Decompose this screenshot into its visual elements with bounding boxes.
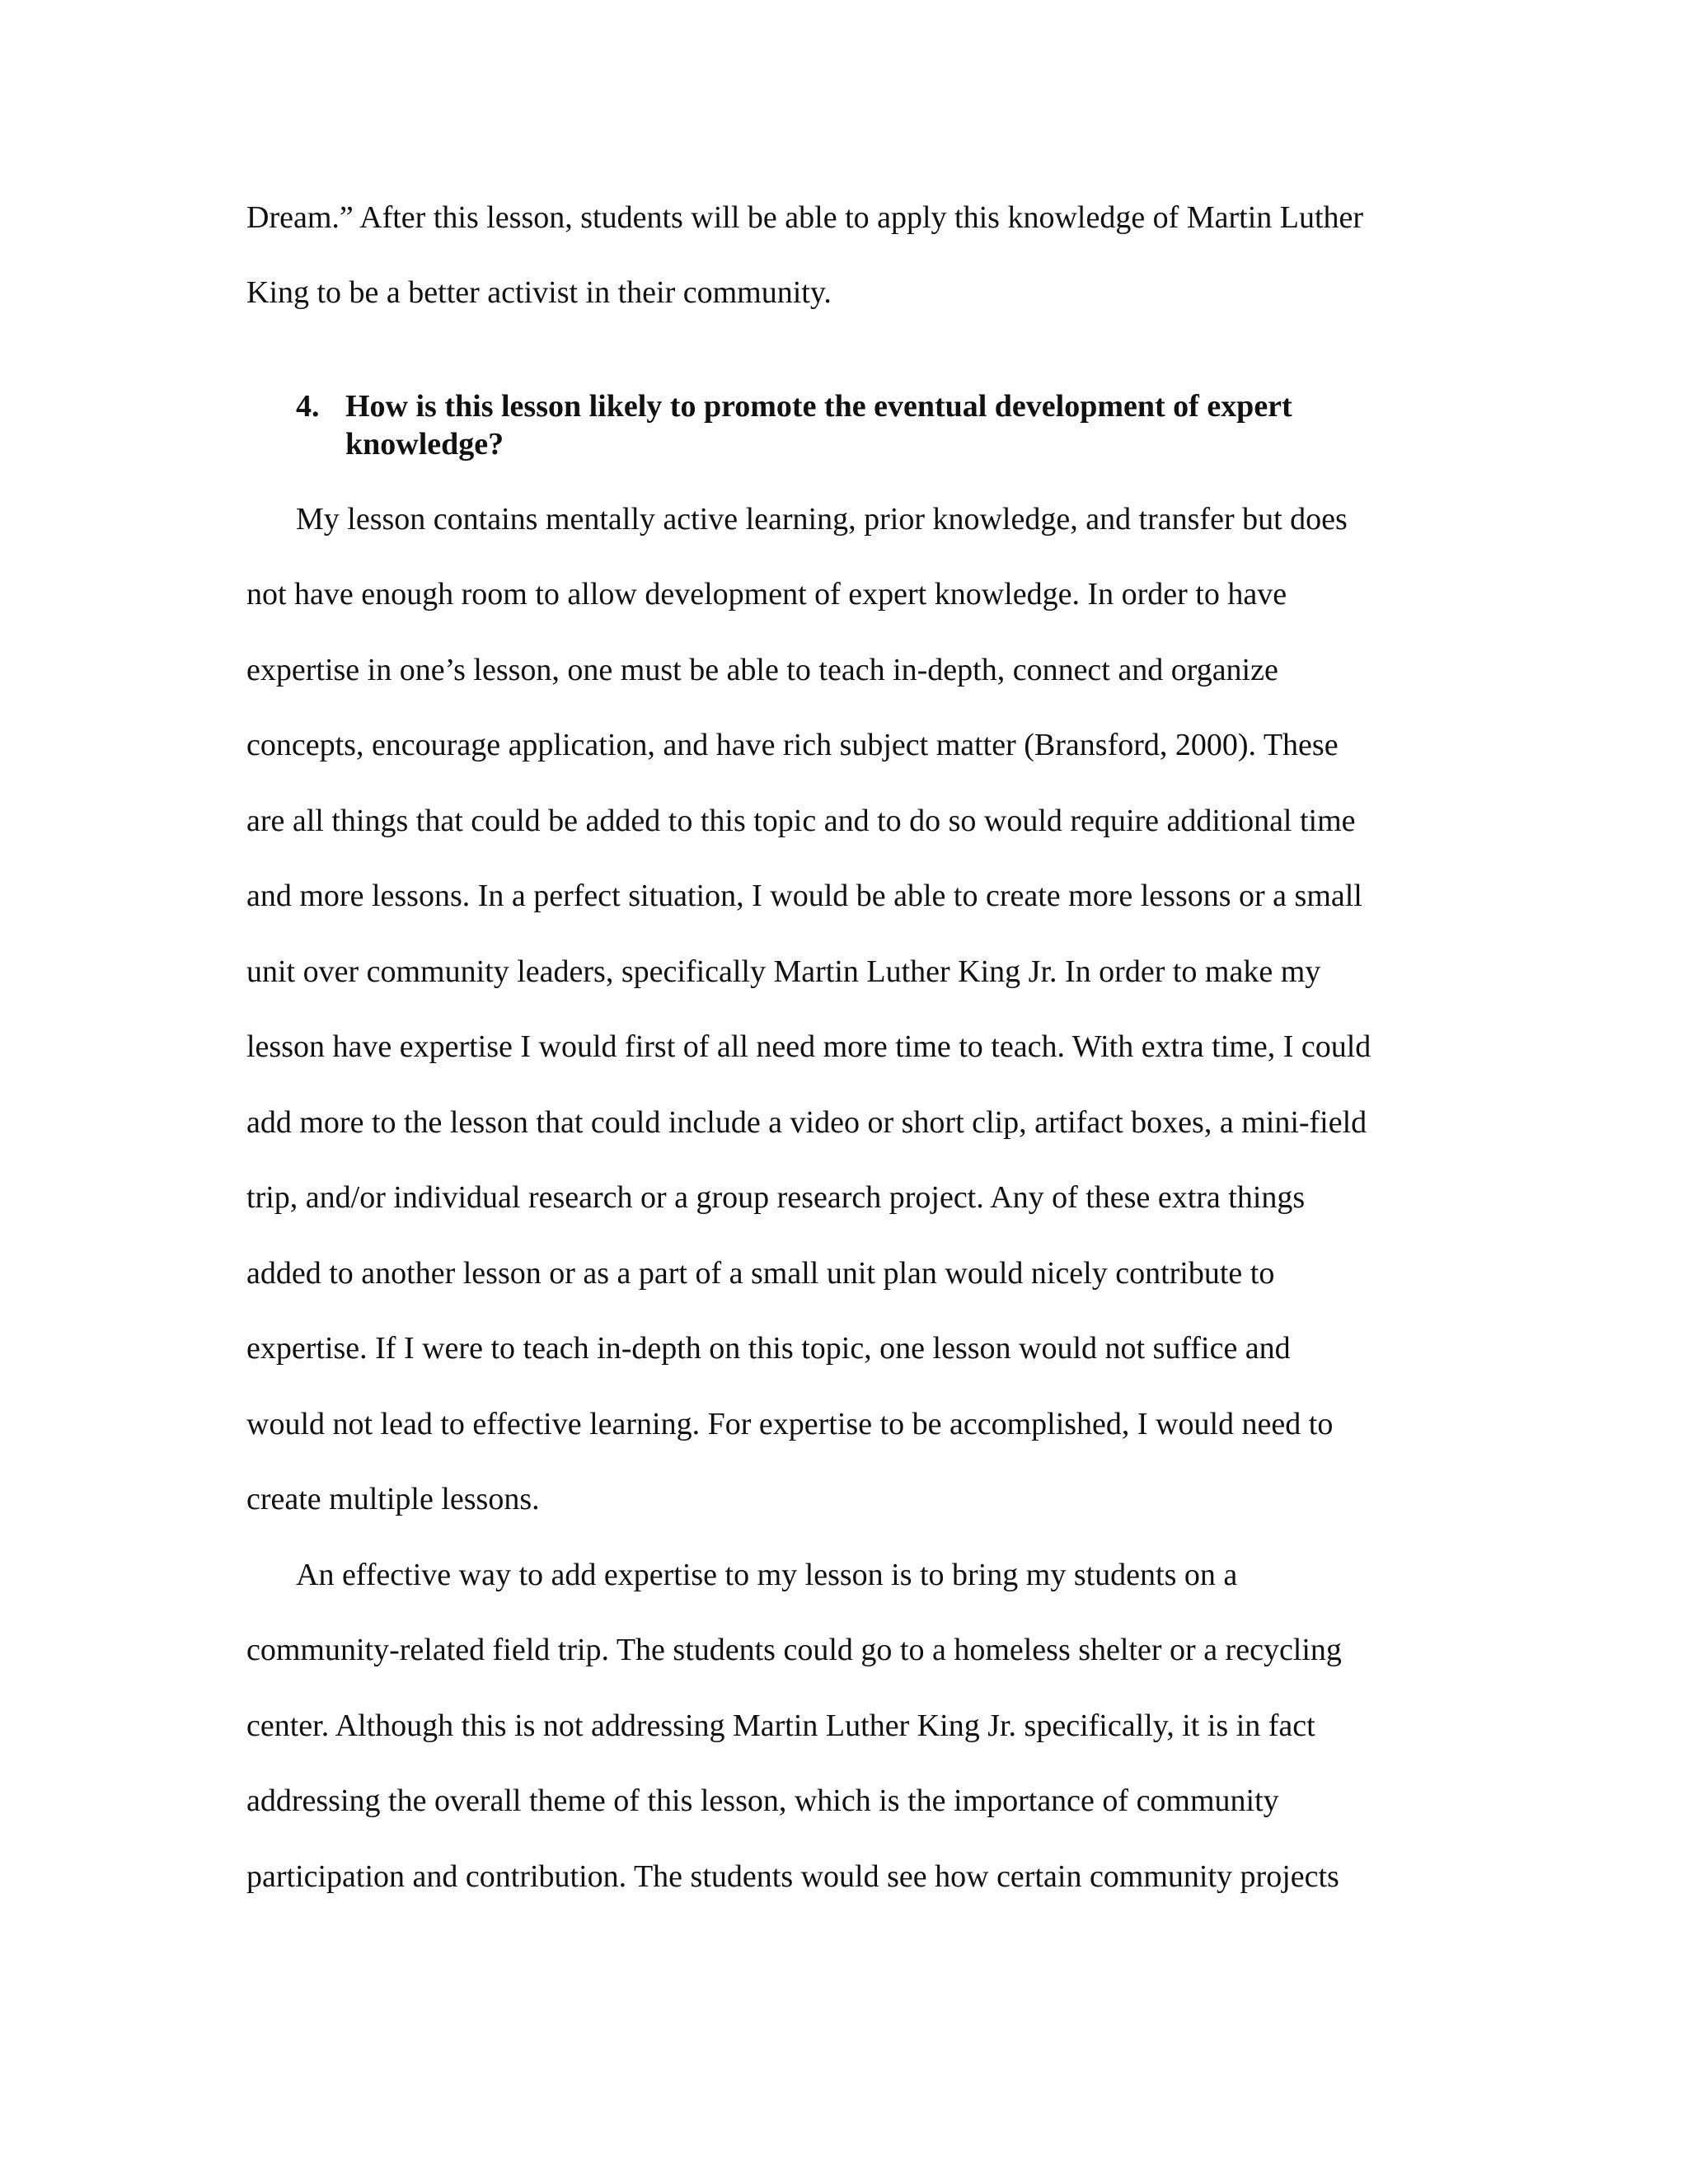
paragraph-line: participation and contribution. The students would see how certain community projects: [246, 1859, 1339, 1894]
paragraph-line: create multiple lessons.: [246, 1482, 540, 1516]
paragraph-line: are all things that could be added to this topic and to do so would require additional time: [246, 804, 1356, 838]
paragraph-line: concepts, encourage application, and have rich subject matter (Bransford, 2000). These: [246, 728, 1339, 762]
paragraph-line: not have enough room to allow development of expert knowledge. In order to have: [246, 577, 1287, 612]
intro-line: King to be a better activist in their community.: [246, 275, 832, 310]
intro-line: Dream.” After this lesson, students will be able to apply this knowledge of Martin Luther: [246, 200, 1364, 235]
paragraph-line: added to another lesson or as a part of a small unit plan would nicely contribute to: [246, 1256, 1275, 1291]
paragraph-line: and more lessons. In a perfect situation, I would be able to create more lessons or a small: [246, 879, 1362, 913]
paragraph-line: An effective way to add expertise to my lesson is to bring my students on a: [296, 1558, 1238, 1592]
question-number: 4.: [296, 389, 320, 424]
paragraph-line: community-related field trip. The students could go to a homeless shelter or a recycling: [246, 1633, 1342, 1667]
paragraph-line: add more to the lesson that could include a video or short clip, artifact boxes, a mini-field: [246, 1105, 1367, 1140]
paragraph-line: lesson have expertise I would first of all need more time to teach. With extra time, I could: [246, 1029, 1372, 1064]
paragraph-line: unit over community leaders, specifically Martin Luther King Jr. In order to make my: [246, 954, 1321, 989]
paragraph-line: addressing the overall theme of this lesson, which is the importance of community: [246, 1783, 1279, 1818]
paragraph-line: would not lead to effective learning. For expertise to be accomplished, I would need to: [246, 1407, 1334, 1441]
paragraph-line: My lesson contains mentally active learning, prior knowledge, and transfer but does: [296, 502, 1348, 537]
paragraph-line: expertise in one’s lesson, one must be able to teach in-depth, connect and organize: [246, 653, 1278, 687]
question-heading-line: knowledge?: [345, 427, 504, 462]
question-heading-line: How is this lesson likely to promote the eventual development of expert: [345, 389, 1292, 424]
paragraph-line: center. Although this is not addressing Martin Luther King Jr. specifically, it is in fact: [246, 1708, 1315, 1743]
paragraph-line: trip, and/or individual research or a group research project. Any of these extra things: [246, 1180, 1306, 1215]
paragraph-line: expertise. If I were to teach in-depth on this topic, one lesson would not suffice and: [246, 1331, 1291, 1366]
